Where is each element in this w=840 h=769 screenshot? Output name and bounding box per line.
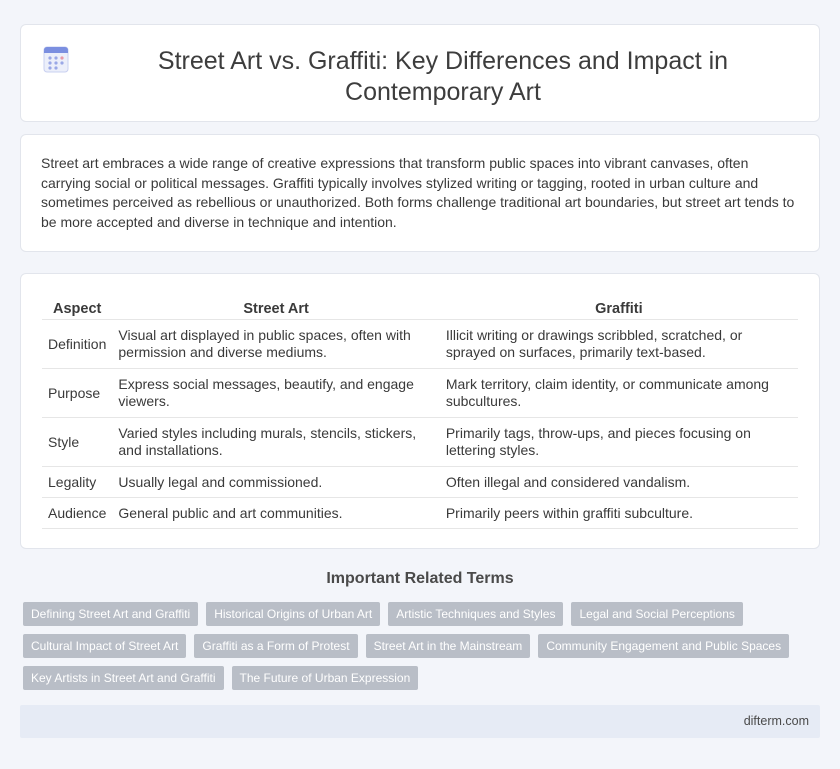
table-header-row — [42, 296, 798, 320]
related-term-tag[interactable]: Historical Origins of Urban Art — [206, 602, 380, 626]
row-aspect: Legality — [42, 467, 112, 498]
table-row — [42, 498, 798, 529]
related-term-tag[interactable]: Community Engagement and Public Spaces — [538, 634, 789, 658]
related-term-tag[interactable]: Legal and Social Perceptions — [571, 602, 742, 626]
table-row — [42, 369, 798, 418]
related-terms-tags — [23, 602, 813, 698]
row-street-art: Usually legal and commissioned. — [112, 467, 439, 498]
title-card — [20, 24, 820, 122]
column-header-aspect: Aspect — [42, 296, 112, 320]
row-street-art: Visual art displayed in public spaces, often with permission and diverse mediums. — [112, 320, 439, 369]
footer-site-link[interactable]: difterm.com — [743, 714, 809, 728]
row-street-art: Express social messages, beautify, and engage viewers. — [112, 369, 439, 418]
row-street-art: Varied styles including murals, stencils, stickers, and installations. — [112, 418, 439, 467]
row-aspect: Definition — [42, 320, 112, 369]
page-title: Street Art vs. Graffiti: Key Differences and Impact in Contemporary Art — [157, 47, 729, 106]
column-header-graffiti: Graffiti — [440, 296, 798, 320]
row-graffiti: Primarily tags, throw-ups, and pieces focusing on lettering styles. — [440, 418, 798, 467]
related-terms-heading: Important Related Terms — [326, 570, 514, 587]
row-graffiti: Mark territory, claim identity, or communicate among subcultures. — [440, 369, 798, 418]
related-term-tag[interactable]: Artistic Techniques and Styles — [388, 602, 563, 626]
footer — [20, 705, 820, 738]
intro-paragraph: Street art embraces a wide range of creative expressions that transform public spaces into vibrant canvases, often carrying social or political messages. Graffiti typically involves stylized writing or tagging, rooted in urban culture and sometimes perceived as rebellious or unauthorized. Both forms challenge traditional art boundaries, but street art tends to be more accepted and diverse in technique and intention. — [41, 155, 795, 230]
related-term-tag[interactable]: Cultural Impact of Street Art — [23, 634, 186, 658]
row-aspect: Purpose — [42, 369, 112, 418]
related-term-tag[interactable]: The Future of Urban Expression — [232, 666, 419, 690]
table-row — [42, 418, 798, 467]
table-row — [42, 467, 798, 498]
table-row — [42, 320, 798, 369]
document-icon — [41, 44, 71, 74]
intro-card — [20, 134, 820, 252]
related-term-tag[interactable]: Street Art in the Mainstream — [366, 634, 531, 658]
row-street-art: General public and art communities. — [112, 498, 439, 529]
row-graffiti: Illicit writing or drawings scribbled, scratched, or sprayed on surfaces, primarily text-based. — [440, 320, 798, 369]
comparison-card — [20, 273, 820, 549]
related-term-tag[interactable]: Graffiti as a Form of Protest — [194, 634, 357, 658]
row-aspect: Style — [42, 418, 112, 467]
column-header-street-art: Street Art — [112, 296, 439, 320]
title-row — [21, 25, 819, 108]
row-graffiti: Primarily peers within graffiti subculture. — [440, 498, 798, 529]
row-aspect: Audience — [42, 498, 112, 529]
related-term-tag[interactable]: Defining Street Art and Graffiti — [23, 602, 198, 626]
comparison-table — [42, 296, 798, 529]
row-graffiti: Often illegal and considered vandalism. — [440, 467, 798, 498]
related-term-tag[interactable]: Key Artists in Street Art and Graffiti — [23, 666, 224, 690]
